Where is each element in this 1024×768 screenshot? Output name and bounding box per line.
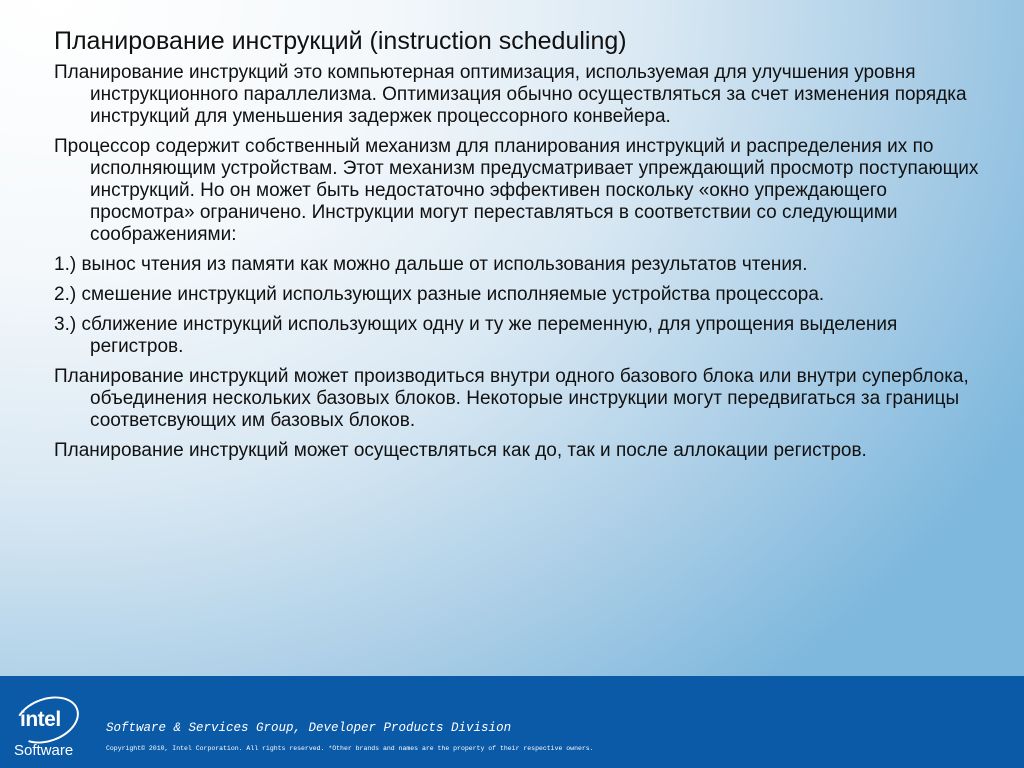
list-item-1: 1.) вынос чтения из памяти как можно дальше от использования результатов чтения. — [54, 254, 808, 275]
logo-intel-text: intel — [20, 708, 61, 731]
footer-copyright: Copyright© 2010, Intel Corporation. All rights reserved. *Other brands and names are the property of their respective owners. — [106, 745, 594, 752]
footer-bar — [0, 676, 1024, 768]
intel-software-logo — [12, 694, 82, 764]
slide-title: Планирование инструкций (instruction scheduling) — [54, 27, 627, 55]
slide-content — [54, 26, 984, 470]
list-item-3: 3.) сближение инструкций использующих одну и ту же переменную, для упрощения выделения регистров. — [54, 314, 898, 357]
list-item-2: 2.) смешение инструкций использующих разные исполняемые устройства процессора. — [54, 284, 825, 305]
paragraph-3: Планирование инструкций может производиться внутри одного базового блока или внутри суперблока, объединения нескольких базовых блоков. Некоторые инструкции могут передвигаться за границы соответсвующих им базовых блоков. — [54, 366, 969, 431]
footer-division: Software & Services Group, Developer Products Division — [106, 721, 512, 735]
paragraph-4: Планирование инструкций может осуществляться как до, так и после аллокации регистров. — [54, 440, 867, 461]
logo-software-text: Software — [14, 742, 74, 759]
paragraph-1: Планирование инструкций это компьютерная оптимизация, используемая для улучшения уровня инструкционного параллелизма. Оптимизация обычно осуществляться за счет изменения порядка инструкций для уменьшения задержек процессорного конвейера. — [54, 62, 967, 127]
paragraph-2: Процессор содержит собственный механизм для планирования инструкций и распределения их по исполняющим устройствам. Этот механизм предусматривает упреждающий просмотр поступающих инструкций. Но он может быть недостаточно эффективен поскольку «окно упреждающего просмотра» ограничено. Инструкции могут переставляться в соответствии со следующими соображениями: — [54, 136, 979, 245]
